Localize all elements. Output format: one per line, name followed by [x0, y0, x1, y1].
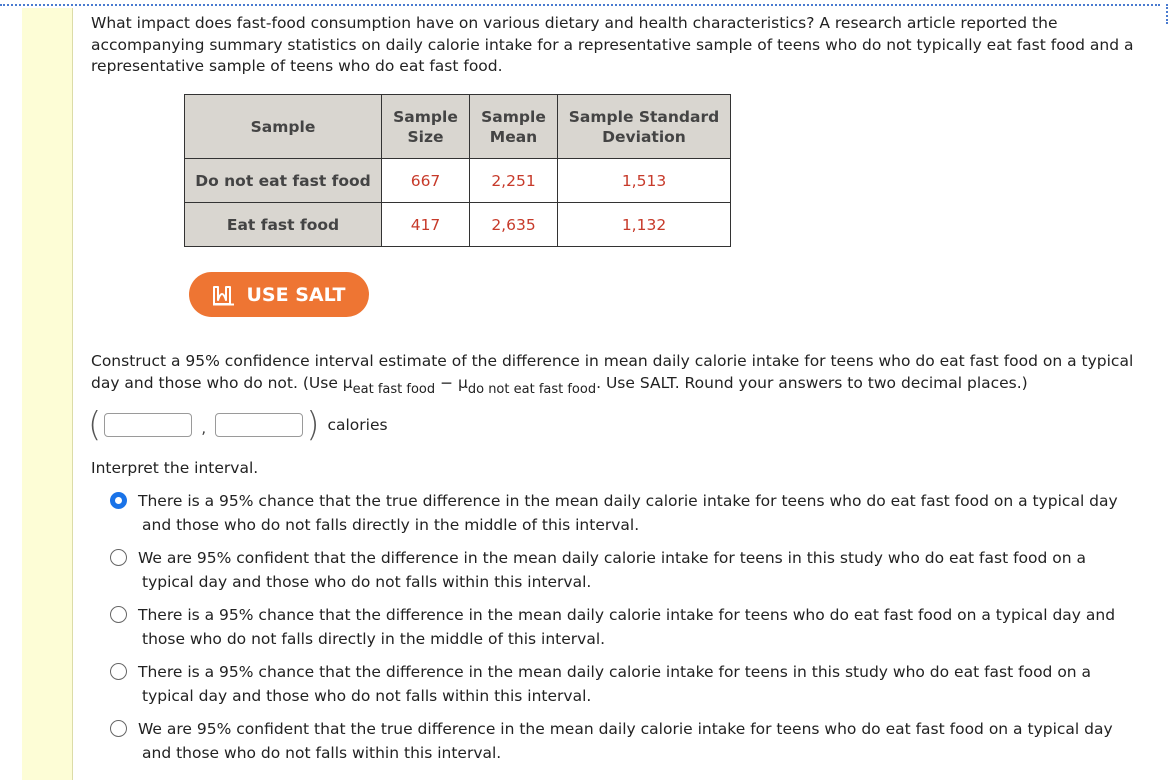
- sample-mean-value: 2,251: [470, 159, 558, 203]
- interpret-label: Interpret the interval.: [91, 459, 259, 477]
- table-row: [185, 203, 731, 247]
- option-3[interactable]: There is a 95% chance that the difference in the mean daily calorie intake for teens who do eat fast food on a typical day and those who do not falls directly in the middle of this interval.: [110, 604, 1140, 651]
- radio-icon[interactable]: [110, 606, 127, 623]
- use-salt-label: USE SALT: [246, 283, 346, 306]
- summary-table: [184, 94, 731, 247]
- question-text: Construct a 95% confidence interval estimate of the difference in mean daily calorie intake for teens who do eat fast food on a typical day and those who do not. (Use $\mu_{eat fast food} - \mu_{do not eat fast food}$. Use SALT. Round your answers to two decimal places.): [91, 352, 1134, 397]
- salt-logo-icon: [212, 284, 236, 306]
- sample-size-value: 417: [382, 203, 470, 247]
- option-4[interactable]: There is a 95% chance that the difference in the mean daily calorie intake for teens in this study who do eat fast food on a typical day and those who do not falls within this interval.: [110, 661, 1140, 708]
- header-sample-sd: Sample Standard Deviation: [558, 95, 731, 159]
- units-label: calories: [327, 416, 388, 434]
- use-salt-button[interactable]: [189, 272, 369, 317]
- top-border: [0, 4, 1160, 6]
- open-paren: (: [88, 405, 102, 445]
- radio-icon[interactable]: [110, 720, 127, 737]
- sample-mean-value: 2,635: [470, 203, 558, 247]
- right-border: [1166, 4, 1168, 24]
- header-sample-size: Sample Size: [382, 95, 470, 159]
- lower-bound-input[interactable]: [104, 413, 192, 437]
- row-label: Do not eat fast food: [185, 159, 382, 203]
- header-sample-mean: Sample Mean: [470, 95, 558, 159]
- option-2[interactable]: We are 95% confident that the difference in the mean daily calorie intake for teens in this study who do eat fast food on a typical day and those who do not falls within this interval.: [110, 547, 1140, 594]
- option-5[interactable]: We are 95% confident that the true difference in the mean daily calorie intake for teens who do eat fast food on a typical day and those who do not falls within this interval.: [110, 718, 1140, 765]
- row-label: Eat fast food: [185, 203, 382, 247]
- sample-sd-value: 1,513: [558, 159, 731, 203]
- radio-icon[interactable]: [110, 663, 127, 680]
- intro-text: What impact does fast-food consumption have on various dietary and health characteristics? A research article reported the accompanying summary statistics on daily calorie intake for a representative sample of teens who do not typically eat fast food and a representative sample of teens who do eat fast food.: [91, 14, 1134, 75]
- radio-selected-icon[interactable]: [110, 492, 127, 509]
- upper-bound-input[interactable]: [215, 413, 303, 437]
- close-paren: ): [306, 405, 320, 445]
- header-sample: Sample: [185, 95, 382, 159]
- confidence-interval-answer: [88, 405, 388, 445]
- left-margin-strip: [22, 8, 73, 780]
- comma: ,: [201, 419, 207, 437]
- option-1[interactable]: There is a 95% chance that the true difference in the mean daily calorie intake for teens who do eat fast food on a typical day and those who do not falls directly in the middle of this interval.: [110, 490, 1140, 537]
- sample-size-value: 667: [382, 159, 470, 203]
- sample-sd-value: 1,132: [558, 203, 731, 247]
- table-header-row: [185, 95, 731, 159]
- table-row: [185, 159, 731, 203]
- radio-icon[interactable]: [110, 549, 127, 566]
